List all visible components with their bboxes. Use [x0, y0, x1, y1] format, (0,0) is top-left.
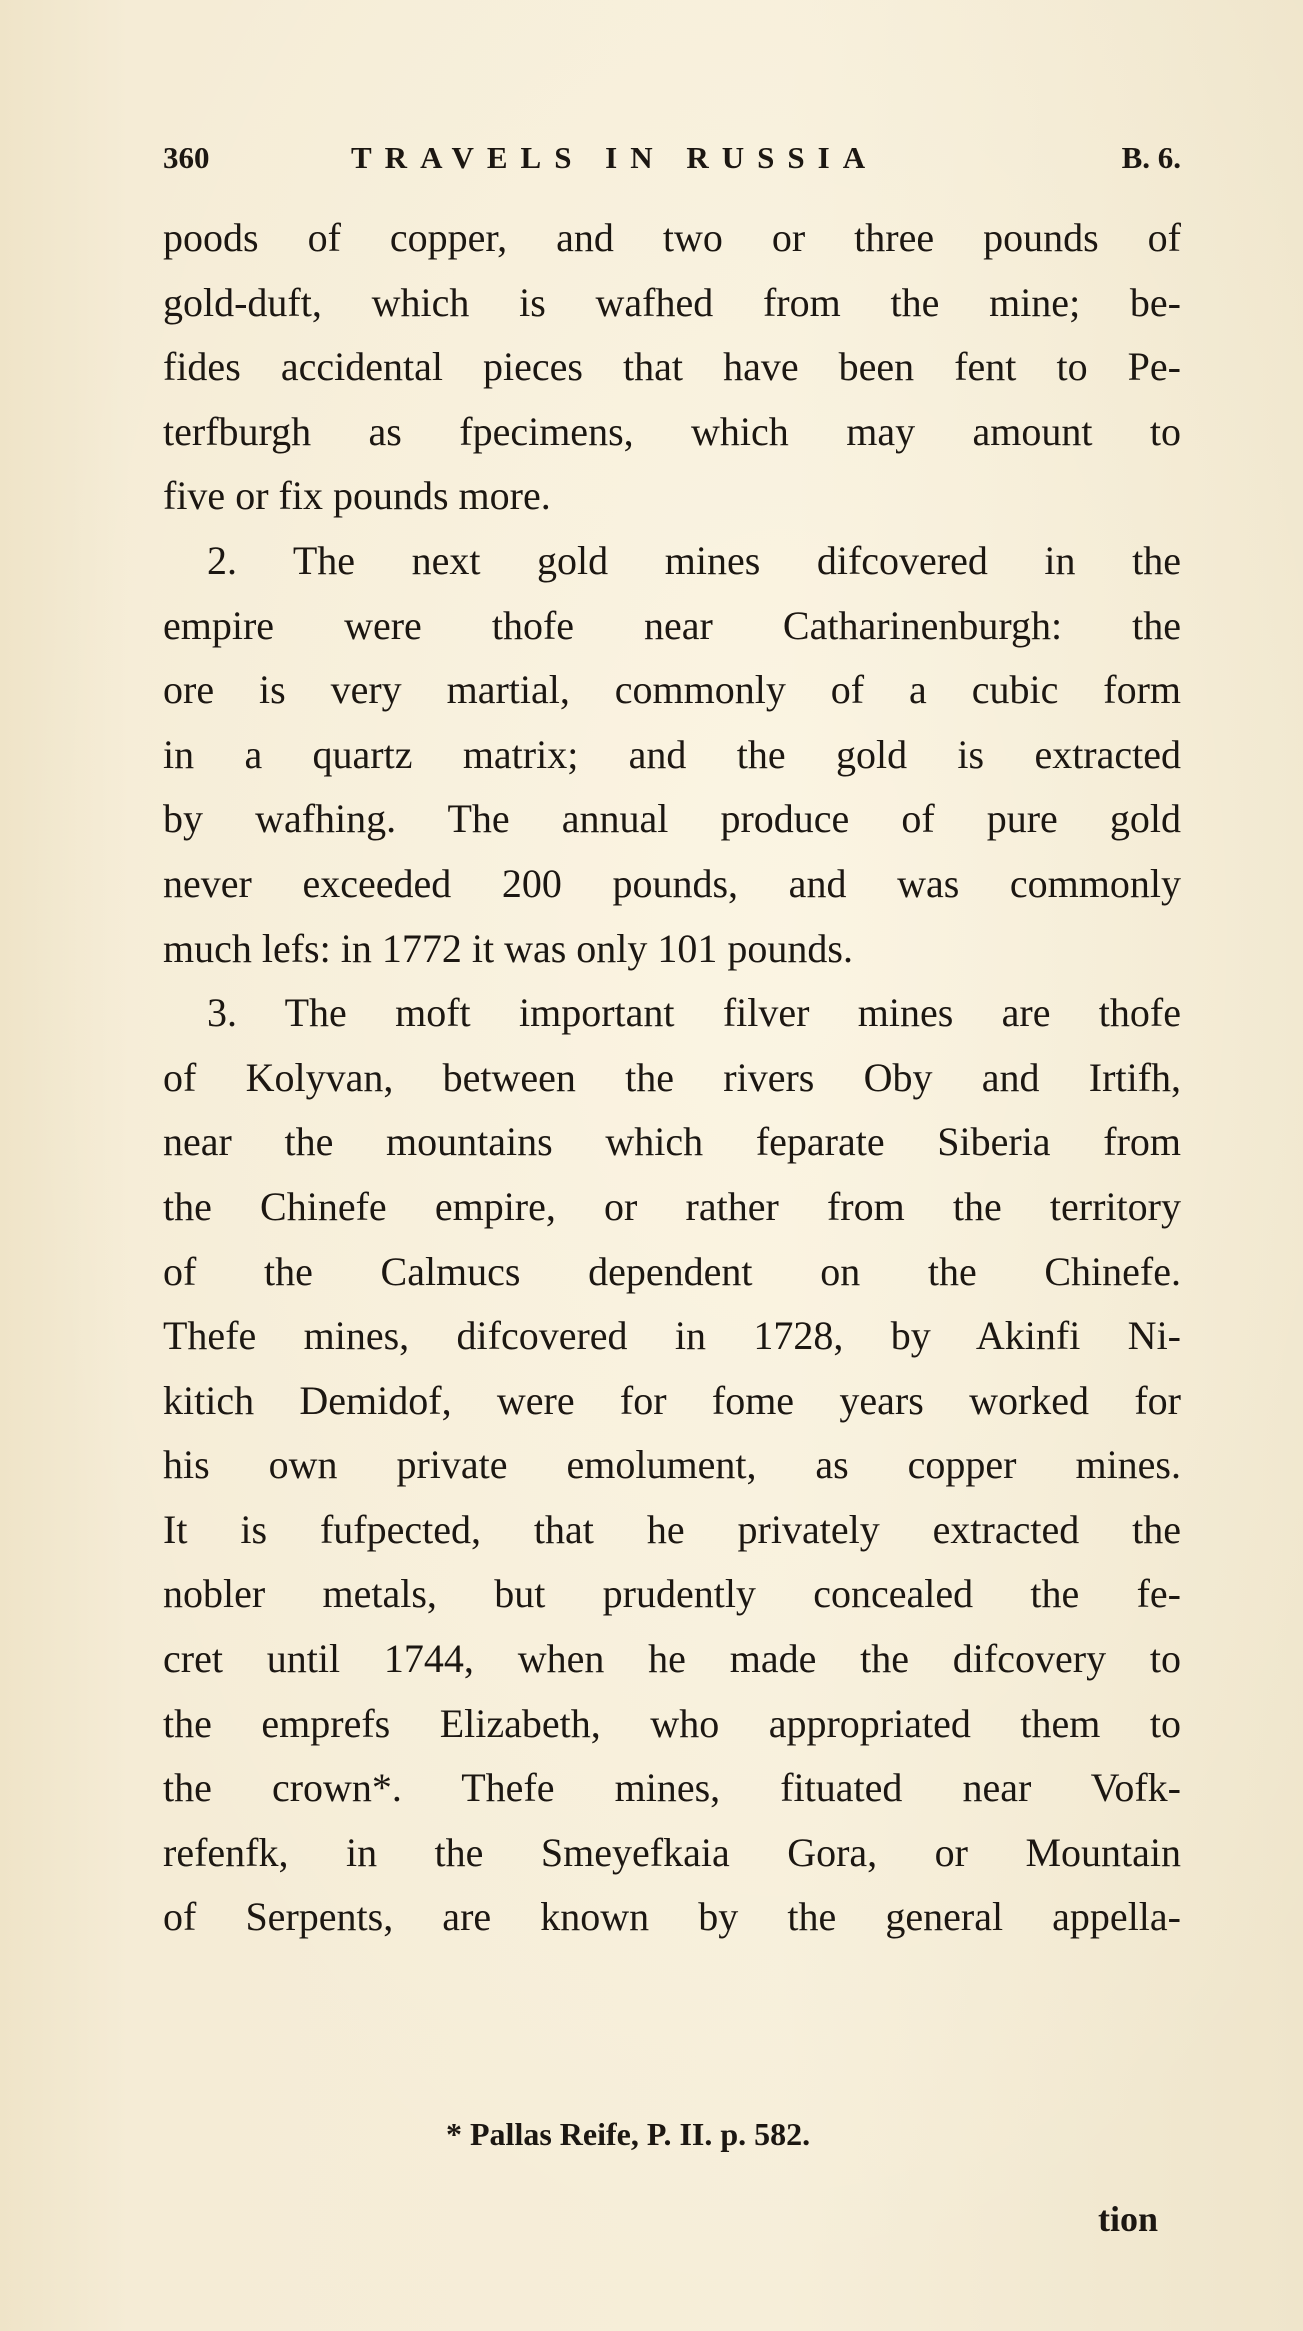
running-title: TRAVELS IN RUSSIA: [351, 140, 879, 175]
body-text: [163, 206, 1181, 1950]
text-line: poods of copper, and two or three pounds of: [163, 215, 1181, 260]
text-line: in a quartz matrix; and the gold is extracted: [163, 731, 1181, 777]
running-head: [163, 136, 1181, 180]
text-line: gold-duft, which is wafhed from the mine; be-: [163, 279, 1181, 325]
text-line: fides accidental pieces that have been fent to Pe-: [163, 344, 1181, 390]
text-line: empire were thofe near Catharinenburgh: the: [163, 602, 1181, 648]
text-line: kitich Demidof, were for fome years worked for: [163, 1377, 1181, 1423]
catchword: tion: [1098, 2199, 1159, 2239]
text-line: Thefe mines, difcovered in 1728, by Akinfi Ni-: [163, 1313, 1181, 1359]
text-line: near the mountains which feparate Siberia from: [163, 1119, 1181, 1165]
text-line: ore is very martial, commonly of a cubic form: [163, 667, 1181, 713]
text-line: refenfk, in the Smeyefkaia Gora, or Mountain: [163, 1829, 1181, 1875]
text-line: 2. The next gold mines difcovered in the: [207, 537, 1181, 583]
text-line: never exceeded 200 pounds, and was commonly: [163, 860, 1181, 906]
text-line: of Serpents, are known by the general appella-: [163, 1894, 1181, 1940]
text-line: five or fix pounds more.: [163, 473, 551, 519]
text-line: 3. The moft important filver mines are thofe: [207, 990, 1181, 1036]
footnote: * Pallas Reife, P. II. p. 582.: [446, 2116, 811, 2152]
text-line: It is fufpected, that he privately extracted the: [163, 1506, 1181, 1552]
text-line: of Kolyvan, between the rivers Oby and Irtifh,: [163, 1054, 1181, 1100]
page-number: 360: [163, 140, 210, 175]
section-mark: B. 6.: [1121, 140, 1181, 175]
text-line: his own private emolument, as copper mines.: [163, 1442, 1181, 1488]
text-line: cret until 1744, when he made the difcovery to: [163, 1636, 1181, 1682]
text-line: by wafhing. The annual produce of pure gold: [163, 796, 1181, 842]
text-line: the Chinefe empire, or rather from the territory: [163, 1183, 1181, 1229]
text-line: terfburgh as fpecimens, which may amount to: [163, 408, 1181, 454]
text-line: nobler metals, but prudently concealed the fe-: [163, 1571, 1181, 1617]
text-line: much lefs: in 1772 it was only 101 pounds.: [163, 925, 853, 971]
text-line: the crown*. Thefe mines, fituated near Vofk-: [163, 1765, 1181, 1811]
text-line: of the Calmucs dependent on the Chinefe.: [163, 1248, 1181, 1294]
text-line: the emprefs Elizabeth, who appropriated them to: [163, 1700, 1181, 1746]
